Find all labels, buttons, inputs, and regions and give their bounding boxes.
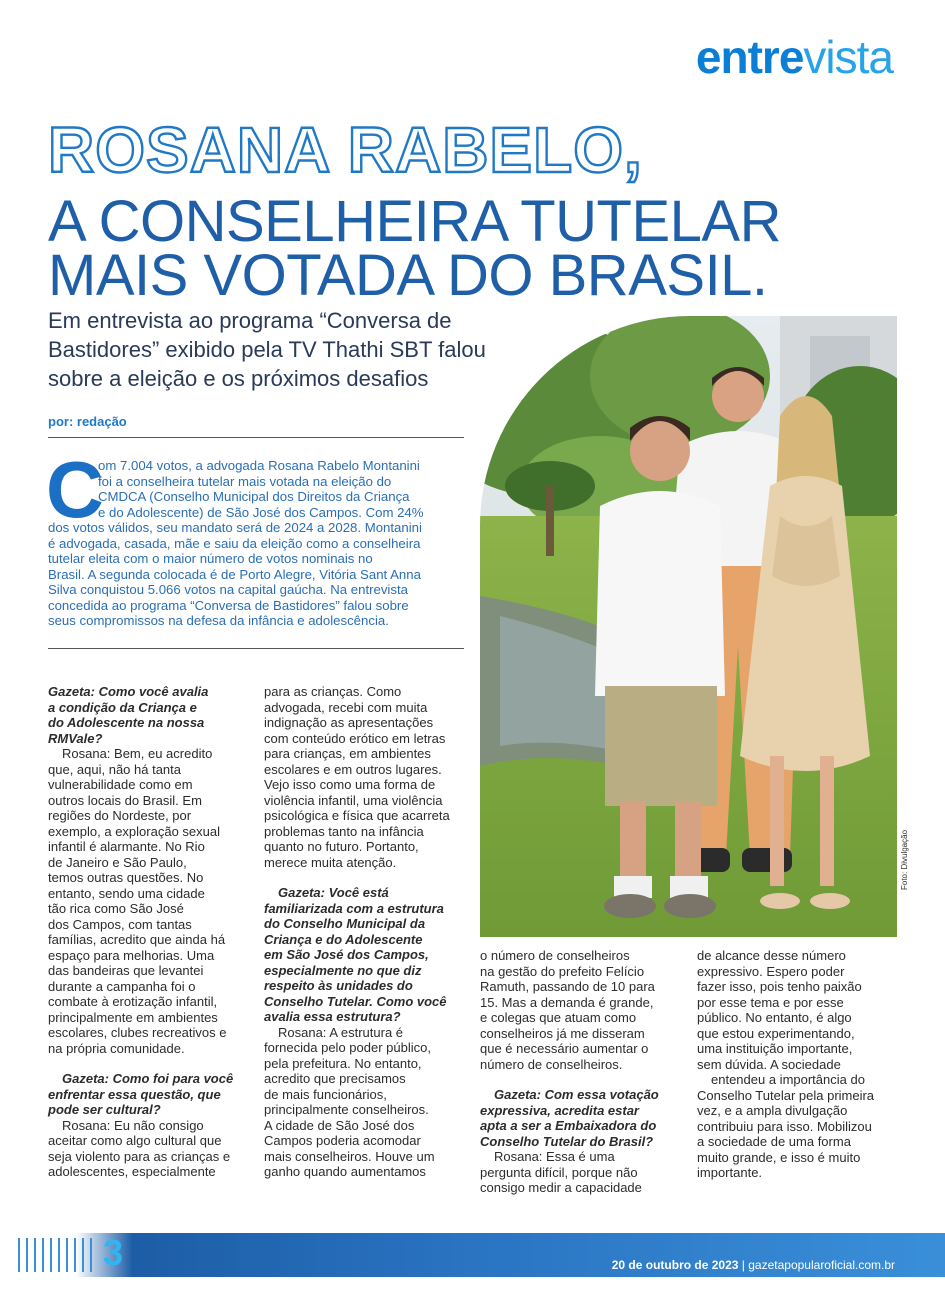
interview-question-line: Conselho Tutelar do Brasil?	[480, 1133, 654, 1149]
family-photo-illustration	[480, 316, 897, 937]
article-text-line: conselheiros já me disseram	[480, 1025, 645, 1041]
interview-question-line: Conselho Tutelar. Como você	[264, 993, 447, 1009]
section-tag-bold: entre	[695, 31, 804, 83]
article-text-line: adolescentes, especialmente	[48, 1164, 216, 1179]
article-text-line: Vejo isso como uma forma de	[264, 777, 436, 792]
article-text-line: merece muita atenção.	[264, 854, 397, 870]
article-text-line: entendeu a importância do	[711, 1072, 865, 1087]
article-text-line: quanto no futuro. Portanto,	[264, 839, 419, 854]
interview-question-line: respeito às unidades do	[264, 978, 413, 993]
article-text-line: combate à erotização infantil,	[48, 994, 218, 1009]
article-text-line: na própria comunidade.	[48, 1040, 185, 1056]
article-text-line: pergunta difícil, porque não	[480, 1164, 638, 1180]
interview-question-line: em São José dos Campos,	[264, 947, 429, 962]
footer-stripes	[18, 1238, 98, 1272]
footer-separator: |	[738, 1258, 749, 1272]
lead-line: seus compromissos na defesa da infância e adolescência.	[48, 613, 389, 628]
lead-line: foi a conselheira tutelar mais votada na eleição do	[98, 473, 392, 489]
article-text-line: aceitar como algo cultural que	[48, 1133, 222, 1148]
article-text-line: regiões do Nordeste, por	[48, 808, 192, 823]
lead-line: é advogada, casada, mãe e saiu da eleição como a conselheira	[48, 535, 421, 551]
article-text-line: de Janeiro e São Paulo,	[48, 854, 187, 870]
footer-info	[612, 1258, 895, 1272]
article-text-line: por esse tema e por esse	[697, 994, 844, 1010]
lead-line: Brasil. A segunda colocada é de Porto Alegre, Vitória Sant Anna	[48, 566, 421, 582]
article-text-line: Rosana: Bem, eu acredito	[62, 746, 213, 761]
interview-question-line: enfrentar essa questão, que	[48, 1086, 221, 1102]
interview-question-line: familiarizada com a estrutura	[264, 900, 444, 916]
interview-question-line: Gazeta: Como você avalia	[48, 684, 209, 699]
article-text-line: das bandeiras que levantei	[48, 963, 204, 978]
article-text-line: exemplo, a exploração sexual	[48, 823, 220, 839]
interview-question-line: pode ser cultural?	[48, 1102, 161, 1117]
divider	[48, 648, 464, 649]
section-tag	[695, 31, 893, 83]
lead-paragraph	[46, 445, 464, 629]
footer-date: 20 de outubro de 2023	[611, 1258, 739, 1272]
article-text-line: seja violento para as crianças e	[48, 1148, 231, 1164]
article-text-line	[480, 1072, 680, 1087]
article-text-line: de mais funcionários,	[264, 1086, 387, 1102]
article-text-line: 15. Mas a demanda é grande,	[480, 994, 654, 1010]
article-text-line: a sociedade de uma forma	[697, 1134, 851, 1149]
article-text-line: que é necessário aumentar o	[480, 1041, 649, 1056]
subtitle-line: Em entrevista ao programa “Conversa de	[48, 308, 452, 333]
lead-line: om 7.004 votos, a advogada Rosana Rabelo Montanini	[98, 458, 420, 473]
subtitle-line: Bastidores” exibido pela TV Thathi SBT falou	[48, 337, 486, 362]
article-text-line: para crianças, em ambientes	[264, 746, 431, 761]
footer-site: gazetapopularoficial.com.br	[748, 1258, 895, 1272]
article-text-line: pela prefeitura. No entanto,	[264, 1055, 422, 1071]
interview-question-line: especialmente no que diz	[264, 962, 422, 978]
article-text-line: público. No entanto, é algo	[697, 1010, 852, 1025]
article-text-line: durante a campanha foi o	[48, 978, 196, 994]
article-text-line: e colegas que atuam como	[480, 1010, 637, 1025]
article-text-line: Rosana: Essa é uma	[494, 1149, 615, 1164]
article-text-line: ganho quando aumentamos	[264, 1164, 426, 1179]
lead-line: Silva conquistou 5.066 votos na capital gaúcha. Na entrevista	[48, 582, 408, 597]
article-text-line: indignação as apresentações	[264, 715, 434, 730]
article-text-line: violência infantil, uma violência	[264, 792, 443, 808]
interview-question-line: do Adolescente na nossa	[48, 715, 205, 730]
article-text-line: na gestão do prefeito Felício	[480, 963, 645, 979]
lead-line: CMDCA (Conselho Municipal dos Direitos da Criança	[98, 489, 410, 504]
subtitle-line: sobre a eleição e os próximos desafios	[48, 366, 429, 391]
byline: por: redação	[48, 414, 127, 429]
article-text-line: advogada, recebi com muita	[264, 699, 428, 715]
article-text-line: mais conselheiros. Houve um	[264, 1148, 435, 1164]
lead-line: e do Adolescente) de São José dos Campos. Com 24%	[98, 504, 424, 520]
article-text-line: infantil é alarmante. No Rio	[48, 839, 205, 854]
article-text-line: para as crianças. Como	[264, 684, 402, 699]
photo-credit: Foto: Divulgação	[900, 829, 909, 890]
article-text-line: contribuiu para isso. Mobilizou	[697, 1118, 872, 1134]
article-text-line: acredito que precisamos	[264, 1071, 406, 1086]
lead-line: tutelar eleita com o maior número de votos nominais no	[48, 551, 373, 566]
article-text-line: outros locais do Brasil. Em	[48, 792, 202, 808]
interview-question-line: a condição da Criança e	[48, 699, 197, 715]
article-text-line: escolares, clubes recreativos e	[48, 1025, 227, 1040]
section-tag-light: vista	[803, 31, 893, 83]
article-text-line: número de conselheiros.	[480, 1056, 623, 1072]
article-text-line: de alcance desse número	[697, 948, 846, 963]
interview-question-line: Gazeta: Com essa votação	[494, 1087, 659, 1102]
article-text-line: Rosana: Eu não consigo	[62, 1117, 204, 1133]
subtitle	[48, 306, 486, 393]
article-text-line: dos Campos, com tantas	[48, 916, 192, 932]
interview-question-line: avalia essa estrutura?	[264, 1009, 401, 1024]
lead-line: concedida ao programa “Conversa de Bastidores” falou sobre	[48, 597, 409, 613]
article-text-line: muito grande, e isso é muito	[697, 1149, 861, 1165]
article-text-line: escolares e em outros lugares.	[264, 761, 442, 777]
article-text-line	[264, 870, 464, 885]
article-text-line: vulnerabilidade como em	[48, 777, 193, 792]
family-photo	[480, 316, 897, 937]
interview-question-line: RMVale?	[48, 730, 103, 746]
headline-line-3: MAIS VOTADA DO BRASIL.	[48, 243, 768, 308]
article-text-line: Campos poderia acomodar	[264, 1133, 421, 1148]
article-column-1	[48, 684, 248, 1180]
article-text-line	[48, 1056, 248, 1071]
article-text-line: Ramuth, passando de 10 para	[480, 979, 655, 994]
article-text-line: fazer isso, pois tenho paixão	[697, 979, 862, 994]
article-text-line: sem dúvida. A sociedade	[697, 1056, 841, 1072]
article-text-line: A cidade de São José dos	[264, 1117, 415, 1133]
page-number: 3	[103, 1232, 124, 1273]
interview-question-line: do Conselho Municipal da	[264, 916, 426, 931]
article-text-line: Rosana: A estrutura é	[278, 1024, 404, 1040]
article-text-line: problemas tanto na infância	[264, 823, 424, 839]
article-text-line: psicológica e física que acarreta	[264, 808, 450, 823]
article-text-line: importante.	[697, 1165, 763, 1180]
article-text-line: expressivo. Espero poder	[697, 963, 845, 979]
article-text-line: Conselho Tutelar pela primeira	[697, 1087, 875, 1103]
divider	[48, 437, 464, 438]
interview-question-line: apta a ser a Embaixadora do	[480, 1118, 657, 1133]
article-text-line: uma instituição importante,	[697, 1041, 853, 1056]
interview-question-line: expressiva, acredita estar	[480, 1102, 639, 1118]
article-text-line: principalmente conselheiros.	[264, 1102, 429, 1117]
drop-cap: C	[46, 445, 104, 534]
interview-question-line: Gazeta: Como foi para você	[62, 1071, 234, 1086]
article-text-line: famílias, acredito que ainda há	[48, 932, 226, 947]
article-text-line: espaço para melhorias. Uma	[48, 947, 215, 963]
article-text-line: o número de conselheiros	[480, 948, 630, 963]
article-text-line: temos outras questões. No	[48, 870, 204, 885]
article-column-3	[480, 948, 680, 1196]
article-text-line: consigo medir a capacidade	[480, 1180, 642, 1195]
article-text-line: que estou experimentando,	[697, 1025, 855, 1041]
headline-line-2: A CONSELHEIRA TUTELAR	[48, 189, 781, 254]
article-text-line: que, aqui, não há tanta	[48, 761, 182, 777]
article-text-line: entanto, sendo uma cidade	[48, 885, 205, 901]
article-column-4	[697, 948, 897, 1181]
interview-question-line: Criança e do Adolescente	[264, 931, 423, 947]
lead-line: dos votos válidos, seu mandato será de 2024 a 2028. Montanini	[48, 520, 422, 535]
article-column-2	[264, 684, 464, 1180]
article-text-line: tão rica como São José	[48, 901, 184, 916]
interview-question-line: Gazeta: Você está	[278, 885, 389, 900]
article-text-line: vez, e a ampla divulgação	[697, 1103, 848, 1118]
article-text-line: com conteúdo erótico em letras	[264, 730, 446, 746]
article-text-line: fornecida pelo poder público,	[264, 1040, 431, 1055]
article-text-line: principalmente em ambientes	[48, 1009, 218, 1025]
headline-line-1: ROSANA RABELO,	[48, 114, 643, 186]
